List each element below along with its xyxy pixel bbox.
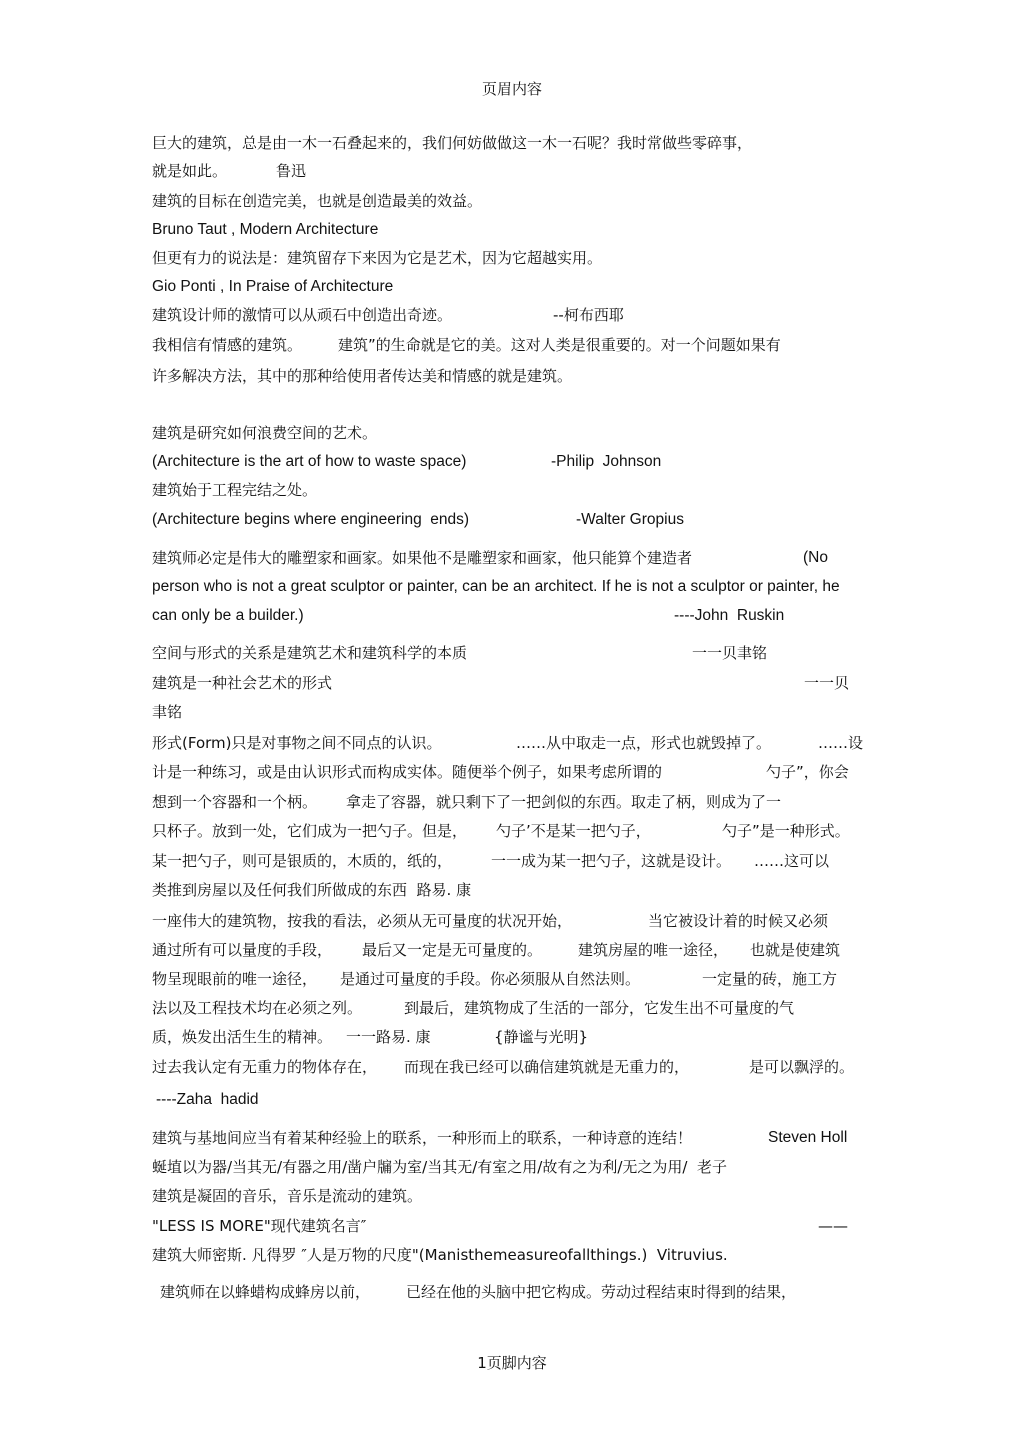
quote-line: 计是一种练习，或是由认识形式而构成实体。随便举个例子，如果考虑所谓的 [152,763,663,781]
quote-line: 蜒埴以为器/当其无/有器之用/凿户牖为室/当其无/有室之用/故有之为利/无之为用/ 老子 [152,1158,727,1176]
quote-attribution: Bruno Taut , Modern Architecture [152,221,379,238]
quote-line: 一定量的砖，施工方 [702,970,838,988]
quote-line: 就是如此。 [152,162,228,180]
quote-line: 建筑”的生命就是它的美。这对人类是很重要的。对一个问题如果有 [338,336,781,354]
quote-line: 已经在他的头脑中把它构成。劳动过程结束时得到的结果， [406,1283,797,1301]
quote-line: 当它被设计着的时候又必须 [648,912,829,930]
quote-line: ……从中取走一点，形式也就毁掉了。 [516,734,772,752]
quote-line: 而现在我已经可以确信建筑就是无重力的， [404,1058,690,1076]
page-header: 页眉内容 [481,80,542,98]
quote-attribution: 一一路易. 康 [346,1028,431,1046]
quote-line: 也就是使建筑 [750,941,841,959]
quote-line: 我相信有情感的建筑。 [152,336,303,354]
quote-line: —— [818,1217,848,1235]
quote-attribution: 一一贝 [804,674,850,692]
quote-line: "LESS IS MORE"现代建筑名言″ [152,1217,367,1235]
quote-attribution: ----Zaha hadid [156,1091,259,1108]
quote-line: 建筑师在以蜂蜡构成蜂房以前， [160,1283,371,1301]
quote-attribution: --柯布西耶 [553,306,624,324]
quote-line: 一座伟大的建筑物，按我的看法，必须从无可量度的状况开始， [152,912,573,930]
quote-line: 勺子’不是某一把勺子， [496,822,651,840]
quote-line: 只杯子。放到一处，它们成为一把勺子。但是， [152,822,468,840]
quote-line: 拿走了容器，就只剩下了一把剑似的东西。取走了柄，则成为了一 [346,793,782,811]
quote-line: 到最后，建筑物成了生活的一部分，它发生出不可量度的气 [404,999,795,1017]
quote-attribution: 鲁迅 [276,162,307,180]
quote-line: 建筑大师密斯. 凡得罗 ″人是万物的尺度"(Manisthemeasureofallthings.) Vitruvius. [152,1246,728,1264]
quote-line: 建筑的目标在创造完美，也就是创造最美的效益。 [152,192,483,210]
quote-attribution: -Philip Johnson [551,453,662,470]
quote-line: 建筑师必定是伟大的雕塑家和画家。如果他不是雕塑家和画家，他只能算个建造者 [152,549,693,567]
quote-line: ……设 [818,734,864,752]
quote-line: 一一成为某一把勺子，这就是设计。 [491,852,732,870]
quote-line: 勺子”是一种形式。 [722,822,850,840]
quote-line: 想到一个容器和一个柄。 [152,793,318,811]
quote-line: 但更有力的说法是：建筑留存下来因为它是艺术，因为它超越实用。 [152,249,603,267]
quote-line: person who is not a great sculptor or painter, can be an architect. If he is not a sculptor or painter, he [152,578,840,595]
quote-line: 某一把勺子，则可是银质的，木质的，纸的， [152,852,453,870]
quote-line: 巨大的建筑，总是由一木一石叠起来的，我们何妨做做这一木一石呢？我时常做些零碎事， [152,134,753,152]
quote-attribution: Gio Ponti , In Praise of Architecture [152,278,394,295]
quote-line: 建筑是凝固的音乐，音乐是流动的建筑。 [152,1187,423,1205]
quote-line: 最后又一定是无可量度的。 [362,941,543,959]
quote-line: 建筑是研究如何浪费空间的艺术。 [152,424,378,442]
quote-line: 形式(Form)只是对事物之间不同点的认识。 [152,734,442,752]
quote-attribution: 聿铭 [152,703,183,721]
quote-attribution: 一一贝聿铭 [692,644,768,662]
quote-line: can only be a builder.) [152,607,304,624]
quote-attribution: -Walter Gropius [576,511,684,528]
quote-line: 建筑设计师的激情可以从顽石中创造出奇迹。 [152,306,453,324]
quote-line: ……这可以 [754,852,830,870]
quote-line: 通过所有可以量度的手段， [152,941,333,959]
quote-line: 建筑与基地间应当有着某种经验上的联系，一种形而上的联系，一种诗意的连结！ [152,1129,693,1147]
quote-line: 法以及工程技术均在必须之列。 [152,999,363,1017]
quote-line: 类推到房屋以及任何我们所做成的东西 路易. 康 [152,881,472,899]
quote-line: 建筑房屋的唯一途径， [578,941,729,959]
quote-line: (Architecture is the art of how to waste space) [152,453,467,470]
quote-line: 建筑始于工程完结之处。 [152,481,318,499]
quote-line: (No [803,549,828,566]
quote-line: 质，焕发出活生生的精神。 [152,1028,333,1046]
page-footer: 1页脚内容 [477,1354,547,1372]
quote-line: 过去我认定有无重力的物体存在， [152,1058,378,1076]
quote-attribution: ----John Ruskin [674,607,785,624]
quote-line: 是通过可量度的手段。你必须服从自然法则。 [340,970,641,988]
quote-line: 勺子”，你会 [766,763,849,781]
quote-line: 建筑是一种社会艺术的形式 [152,674,333,692]
quote-line: 许多解决方法，其中的那种给使用者传达美和情感的就是建筑。 [152,367,573,385]
quote-line: (Architecture begins where engineering ends) [152,511,470,528]
quote-line: 是可以飘浮的。 [749,1058,855,1076]
quote-line: 空间与形式的关系是建筑艺术和建筑科学的本质 [152,644,468,662]
quote-attribution: Steven Holl [768,1129,848,1146]
quote-line: 物呈现眼前的唯一途径， [152,970,318,988]
quote-attribution: {静谧与光明} [494,1028,589,1046]
